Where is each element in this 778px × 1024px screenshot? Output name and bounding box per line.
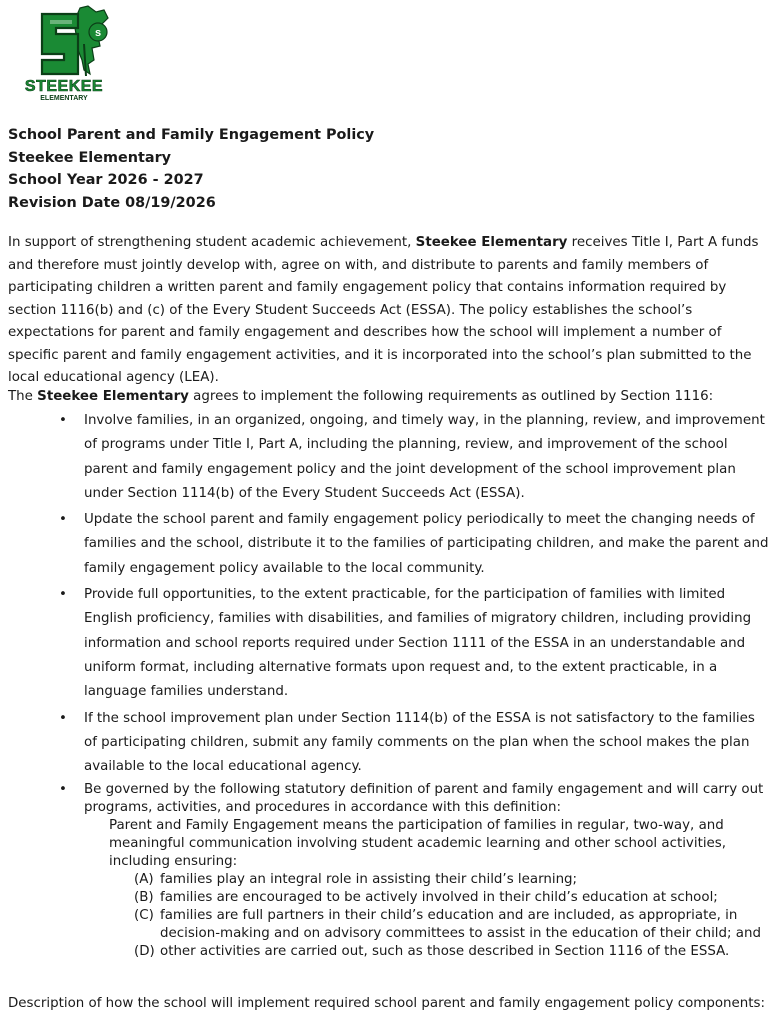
bullet-icon: • [59,413,67,428]
list-item-text: Provide full opportunities, to the extent practicable, for the participation of families with limited English proficiency, families with disabilities, and families of migratory children, including providing information and school reports required under Section 1111 of the ESSA in an understandable and uniform format, including alternative formats upon request and, to the extent practicable, in a language families understand. [84,587,752,700]
intro-school-name: Steekee Elementary [415,235,568,250]
policy-title: School Parent and Family Engagement Policy [8,127,375,143]
definition-item-label: (A) [134,872,154,888]
definition-item [134,907,770,943]
definition-item-text: other activities are carried out, such as those described in Section 1116 of the ESSA. [160,944,730,960]
definition-item-label: (D) [134,944,155,960]
bullet-icon: • [59,587,67,603]
list-item [0,781,778,961]
svg-text:s: s [94,27,102,39]
agree-lead: The [8,389,38,404]
agree-paragraph [8,386,770,409]
list-item-text: Be governed by the following statutory definition of parent and family engagement and will carry out programs, activities, and procedures in accordance with this definition: [84,782,764,816]
list-item-text: Update the school parent and family engagement policy periodically to meet the changing needs of families and the school, distribute it to the families of participating children, and make the parent and family engagement policy available to the local community. [84,512,769,576]
definition-item-text: families play an integral role in assisting their child’s learning; [160,872,578,888]
list-item [0,707,778,780]
definition-item-label: (B) [134,890,154,906]
list-item [0,409,778,506]
definition-item [134,871,770,889]
definition-text: Parent and Family Engagement means the participation of families in regular, two-way, and meaningful communication involving student academic learning and other school activities, including ensuring: [109,818,727,870]
school-name: Steekee Elementary [8,149,172,166]
definition-item-text: families are full partners in their child’s education and are included, as appropriate, in decision-making and on advisory committees to assist in the education of their child; and [160,908,761,942]
logo-school-name: STEEKEE [24,78,104,95]
intro-lead: In support of strengthening student academic achievement, [8,235,416,250]
requirements-list [0,409,778,963]
logo-subtitle: ELEMENTARY [40,95,88,102]
intro-paragraph [8,232,770,390]
policy-header [8,124,374,214]
intro-rest: receives Title I, Part A funds and therefore must jointly develop with, agree on with, and distribute to parents and family members of participating children a written parent and family engagement policy that contains information required by section 1116(b) and (c) of the Every Student Succeeds Act (ESSA). The policy establishes the school’s expectations for parent and family engagement and describes how the school will implement a number of specific parent and family engagement activities, and it is incorporated into the school’s plan submitted to the local educational agency (LEA). [8,235,759,385]
school-logo [22,4,118,104]
school-year: School Year 2026 - 2027 [8,172,204,188]
bullet-icon: • [59,710,67,726]
bullet-icon: • [59,512,67,528]
definition-item-label: (C) [134,908,154,924]
definition-items [84,871,770,961]
definition-item [134,889,770,907]
agree-school-name: Steekee Elementary [37,389,189,404]
list-item [0,508,778,581]
agree-rest: agrees to implement the following requirements as outlined by Section 1116: [188,389,714,404]
list-item-text: Involve families, in an organized, ongoing, and timely way, in the planning, review, and improvement of programs under Title I, Part A, including the planning, review, and improvement of the school parent and family engagement policy and the joint development of the school improvement plan under Section 1114(b) of the Every Student Succeeds Act (ESSA). [84,413,765,501]
bullet-icon: • [59,782,67,798]
list-item [0,583,778,704]
description-heading: Description of how the school will implement required school parent and family engagement policy components: [8,996,765,1011]
list-item-text: If the school improvement plan under Section 1114(b) of the ESSA is not satisfactory to the families of participating children, submit any family comments on the plan when the school makes the plan available to the local educational agency. [84,710,755,775]
revision-date: Revision Date 08/19/2026 [8,194,216,211]
definition-item [134,943,770,961]
definition-item-text: families are encouraged to be actively involved in their child’s education at school; [160,890,718,906]
